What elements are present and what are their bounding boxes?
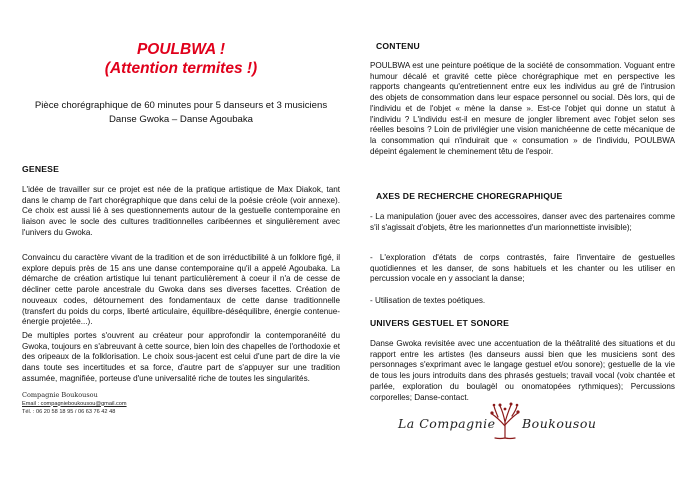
contact-phone: Tél. : 06 20 58 18 95 / 06 63 76 42 48 (22, 409, 116, 416)
axes-item-3: - Utilisation de textes poétiques. (370, 296, 486, 305)
axes-heading: AXES DE RECHERCHE CHOREGRAPHIQUE (376, 191, 563, 201)
genese-paragraph-2: Convaincu du caractère vivant de la tradition et de son irréductibilité à un folklore figé, il explore depuis près de 15 ans une danse contemporaine qu'il a appelé Agoubaka. La démarche de création artistique lui tenant particulièrement à coeur il n'a de cesse de décliner cette parole ancestrale du Gwoka dans ses diverses facettes. Création de nouveaux codes, détournement des fondamentaux de cette danse traditionnelle (transfert du poids du corps, liberté articulaire, équilibre-déséquilibre, énergie contenue-énergie projetée...). (22, 253, 340, 327)
logo-text-right: Boukousou (522, 416, 597, 431)
axes-item-2: - L'exploration d'états de corps contrastés, faire l'inventaire de gestuelles quotidiennes et les danser, de sons habituels et les chanter ou les utiliser en percussion vocale en y associant la danse; (370, 253, 675, 284)
company-name: Compagnie Boukousou (22, 391, 98, 399)
univers-paragraph: Danse Gwoka revisitée avec une accentuation de la théâtralité des situations et du rapport entre les artistes (les danseurs aussi bien que les musiciens sont des personnages s'exprimant avec le langage gestuel et/ou sonore); gestuelle de la vie de tous les jours introduits dans des phrasés gestuels; travail vocal (voix chantée et parlée, exploration du boulagèl ou onomatopées rythmiques); Percussions corporelles; Danse-contact. (370, 339, 675, 402)
contenu-heading: CONTENU (376, 41, 420, 51)
company-logo (398, 398, 638, 448)
tree-icon (486, 400, 524, 440)
genese-paragraph-1: L'idée de travailler sur ce projet est née de la pratique artistique de Max Diakok, tant dans le champ de l'art chorégraphique que dans celui de la poésie créole (voir annexe). Ce choix est aussi lié à ses questionnements autour de la gestuelle contemporaine en liaison avec le socle des cultures traditionnelles caribéennes et singulièrement avec l'univers du Gwoka. (22, 185, 340, 237)
logo-text-left: La Compagnie (398, 416, 496, 431)
genese-heading: GENESE (22, 164, 60, 174)
contenu-paragraph: POULBWA est une peinture poétique de la société de consommation. Voguant entre humour décalé et gravité cette pièce chorégraphique met en perspective les rapports changeants qu'entretiennent entre eux les individus au gré de l'intrusion des objets de consommation dans leur espace personnel ou social. Dès lors, qui de l'individu et de l'objet « mène la danse ». Est-ce l'objet qui donne un statut à l'individu ? L'individu est-il en mesure de jongler librement avec l'objet selon ses réelles besoins ? Loin de privilégier une vision manichéenne de cette mécanique de la consommation qui n'induirait que « consumation » de l'individu, POULBWA dépeint également le cheminement têtu de l'espoir. (370, 61, 675, 156)
subtitle (22, 99, 340, 127)
document-title (22, 40, 340, 78)
univers-heading: UNIVERS GESTUEL ET SONORE (370, 318, 510, 328)
title-line-1: POULBWA ! (136, 41, 226, 58)
subtitle-line-1: Pièce chorégraphique de 60 minutes pour 5 danseurs et 3 musiciens (34, 100, 328, 111)
genese-paragraph-3: De multiples portes s'ouvrent au créateur pour approfondir la contemporanéité du Gwoka, toujours en s'abreuvant à cette source, bien loin des chapelles de l'orthodoxie et des oripeaux de la folklorisation. Le choix sous-jacent est celui d'une part de dire la vie dans toute ses incertitudes et sa force, d'autre part de s'appuyer sur une tradition assumée, magnifiée, porteuse d'une universalité riche de toutes les singularités. (22, 331, 340, 383)
axes-item-1: - La manipulation (jouer avec des accessoires, danser avec des partenaires comme s'il s'agissait d'objets, être les marionnettes d'un marionnettiste invisible); (370, 212, 675, 232)
title-line-2: (Attention termites !) (104, 60, 258, 77)
contact-block (22, 391, 127, 417)
subtitle-line-2: Danse Gwoka – Danse Agoubaka (109, 114, 253, 125)
contact-email-link[interactable]: Email : compagnieboukousou@gmail.com (22, 400, 127, 407)
